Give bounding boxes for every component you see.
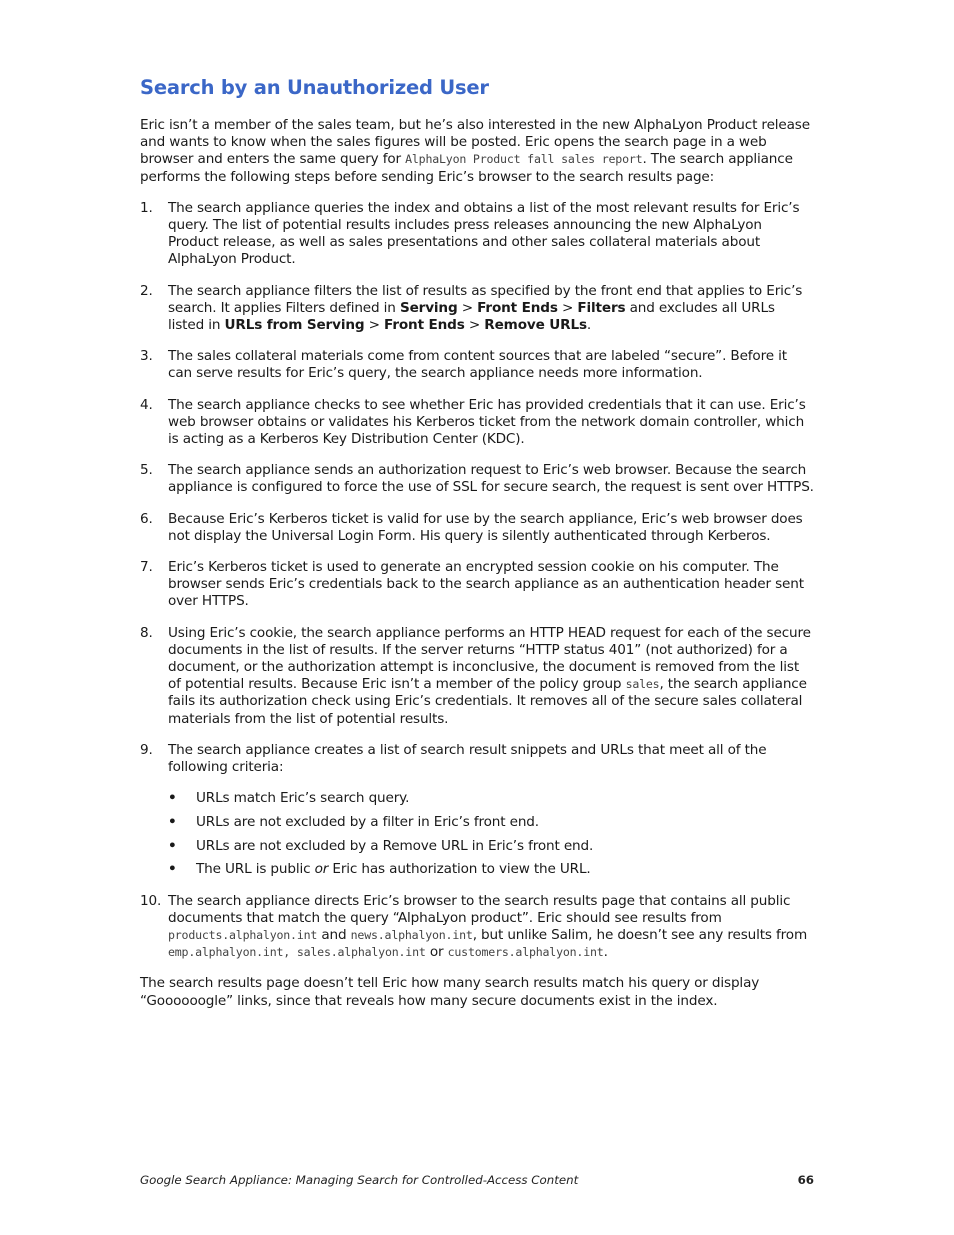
menu-path-serving: Serving: [399, 299, 458, 316]
query-code: AlphaLyon Product fall sales report: [405, 152, 643, 167]
domain-code: news.alphalyon.int: [350, 928, 473, 943]
domain-code: products.alphalyon.int: [168, 928, 318, 943]
bullet-icon: •: [168, 861, 177, 878]
footer-title: Google Search Appliance: Managing Search for Controlled-Access Content: [140, 1173, 579, 1187]
step-6: 6. Because Eric’s Kerberos ticket is valid for use by the search appliance, Eric’s web browser does not display the Universal Login Form. His query is silently authenticated through Kerberos.: [140, 510, 803, 544]
menu-path-filters: Filters: [577, 299, 626, 316]
step-4: 4. The search appliance checks to see whether Eric has provided credentials that it can use. Eric’s web browser obtains or validates his Kerberos ticket from the network domain controller, which is acting as a Kerberos Key Distribution Center (KDC).: [140, 396, 806, 448]
domain-code: customers.alphalyon.int: [447, 945, 604, 960]
domain-code: emp.alphalyon.int, sales.alphalyon.int: [168, 945, 426, 960]
criteria-list: [168, 790, 814, 878]
criteria-item: • The URL is public or Eric has authorization to view the URL.: [168, 861, 591, 878]
criteria-item: • URLs match Eric’s search query.: [168, 790, 410, 807]
menu-path-front-ends: Front Ends: [477, 299, 558, 316]
criteria-item: • URLs are not excluded by a Remove URL in Eric’s front end.: [168, 837, 594, 854]
step-8: 8. Using Eric’s cookie, the search appliance performs an HTTP HEAD request for each of the secure documents in the list of results. If the server returns “HTTP status 401” (not authorized) for a document, or the authorization attempt is inconclusive, the document is removed from the list of potential results. Because Eric isn’t a member of the policy group sales, the search appliance fails its authorization check using Eric’s credentials. It removes all of the secure sales collateral materials from the list of potential results.: [140, 624, 811, 727]
bullet-icon: •: [168, 814, 177, 830]
step-3: 3. The sales collateral materials come from content sources that are labeled “secure”. Before it can serve results for Eric’s query, the search appliance needs more information.: [140, 348, 787, 382]
page-footer: [140, 1173, 814, 1187]
closing-paragraph: The search results page doesn’t tell Eric how many search results match his query or display “Goooooogle” links, since that reveals how many secure documents exist in the index.: [140, 975, 760, 1009]
step-2: 2. The search appliance filters the list of results as specified by the front end that applies to Eric’s search. It applies Filters defined in Serving > Front Ends > Filters and excludes all URLs listed in URLs from Serving > Front Ends > Remove URLs.: [140, 282, 803, 334]
menu-path-front-ends-2: Front Ends: [384, 317, 465, 334]
bullet-icon: •: [168, 790, 177, 807]
page-body: [140, 76, 814, 1024]
step-1: 1. The search appliance queries the index and obtains a list of the most relevant results for Eric’s query. The list of potential results includes press releases announcing the new AlphaLyon Product release, as well as sales presentations and other sales collateral materials about AlphaLyon Product.: [140, 199, 800, 268]
menu-path-urls-from-serving: URLs from Serving: [224, 317, 365, 334]
bullet-icon: •: [168, 837, 177, 854]
steps-list: [140, 200, 814, 962]
intro-paragraph: Eric isn’t a member of the sales team, but he’s also interested in the new AlphaLyon Product release and wants to know when the sales figures will be posted. Eric opens the search page in a web browser and enters the same query for AlphaLyon Product fall sales report. The search appliance performs the following steps before sending Eric’s browser to the search results page:: [140, 117, 810, 185]
section-heading: Search by an Unauthorized User: [140, 76, 489, 99]
step-10: 10. The search appliance directs Eric’s browser to the search results page that contains all public documents that match the query “AlphaLyon product”. Eric should see results from products.alphalyon.int and news.alphalyon.int, but unlike Salim, he doesn’t see any results from emp.alphalyon.int, sales.alphalyon.int or customers.alphalyon.int.: [140, 892, 808, 961]
menu-path-remove-urls: Remove URLs: [484, 317, 587, 334]
policy-group-code: sales: [625, 677, 660, 692]
step-9: 9. The search appliance creates a list of search result snippets and URLs that meet all of the following criteria: • URLs match Eric’s search query. • URLs are not excluded by a filter in Eric’s front end. • URLs are not excluded by a Remove URL in Eric’s front end. • The URL is public or Eric has authorization to view the URL.: [140, 742, 814, 879]
step-7: 7. Eric’s Kerberos ticket is used to generate an encrypted session cookie on his computer. The browser sends Eric’s credentials back to the search appliance as an authentication header sent over HTTPS.: [140, 559, 804, 610]
step-5: 5. The search appliance sends an authorization request to Eric’s web browser. Because the search appliance is configured to force the use of SSL for secure search, the request is sent over HTTPS.: [140, 462, 814, 496]
page-number: 66: [797, 1173, 814, 1187]
criteria-item: • URLs are not excluded by a filter in Eric’s front end.: [168, 814, 539, 830]
